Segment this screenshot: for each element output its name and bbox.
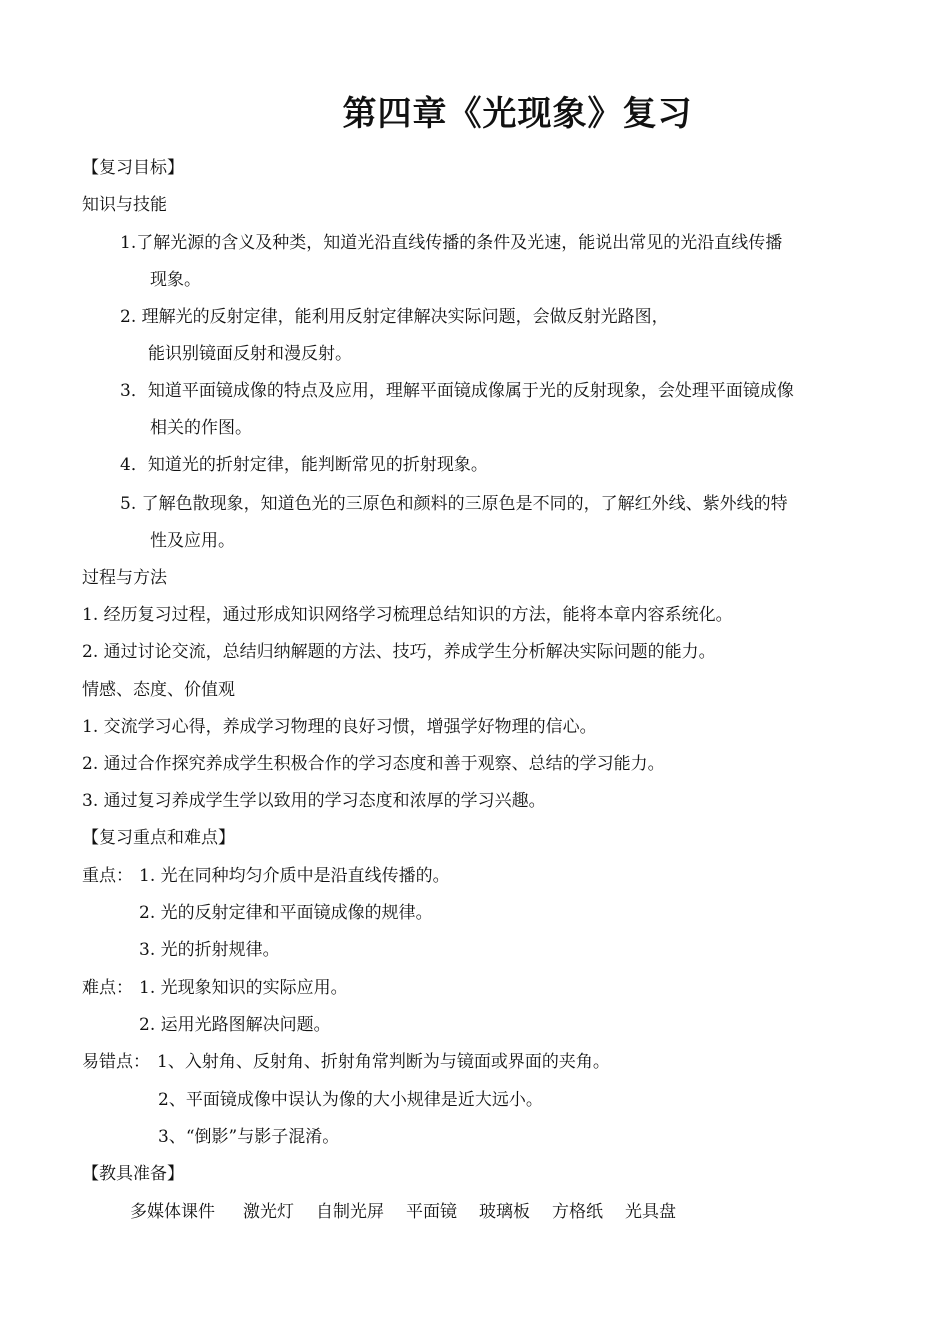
material-item: 平面镜 xyxy=(406,1202,457,1222)
material-item: 激光灯 xyxy=(243,1202,294,1222)
attitude-item-3: 3. 通过复习养成学生学以致用的学习态度和浓厚的学习兴趣。 xyxy=(82,791,546,811)
mistake-point-2: 2、平面镜成像中误认为像的大小规律是近大远小。 xyxy=(158,1090,543,1110)
knowledge-item-1: 1.了解光源的含义及种类，知道光沿直线传播的条件及光速，能说出常见的光沿直线传播 xyxy=(120,233,783,253)
knowledge-item-4: 4．知道光的折射定律，能判断常见的折射现象。 xyxy=(120,455,488,475)
knowledge-item-3-cont: 相关的作图。 xyxy=(150,418,252,438)
knowledge-item-5-cont: 性及应用。 xyxy=(150,531,235,551)
material-item: 玻璃板 xyxy=(479,1202,530,1222)
knowledge-item-2: 2. 理解光的反射定律，能利用反射定律解决实际问题，会做反射光路图， xyxy=(120,307,669,327)
mistake-point-3: 3、“倒影”与影子混淆。 xyxy=(158,1127,340,1147)
page-title: 第四章《光现象》复习 xyxy=(342,94,693,134)
key-point-1: 1. 光在同种均匀介质中是沿直线传播的。 xyxy=(139,866,450,886)
mistake-points-label: 易错点： xyxy=(82,1052,150,1072)
process-heading: 过程与方法 xyxy=(82,568,167,588)
process-item-1: 1. 经历复习过程，通过形成知识网络学习梳理总结知识的方法，能将本章内容系统化。 xyxy=(82,605,733,625)
difficult-point-1: 1. 光现象知识的实际应用。 xyxy=(139,978,348,998)
attitude-heading: 情感、态度、价值观 xyxy=(82,680,235,700)
knowledge-item-2-cont: 能识别镜面反射和漫反射。 xyxy=(148,344,352,364)
difficult-points-label: 难点： xyxy=(82,978,133,998)
process-item-2: 2. 通过讨论交流，总结归纳解题的方法、技巧，养成学生分析解决实际问题的能力。 xyxy=(82,642,716,662)
focus-heading: 【复习重点和难点】 xyxy=(82,828,235,848)
key-point-2: 2. 光的反射定律和平面镜成像的规律。 xyxy=(139,903,433,923)
key-points-label: 重点： xyxy=(82,866,133,886)
difficult-point-2: 2. 运用光路图解决问题。 xyxy=(139,1015,331,1035)
key-point-3: 3. 光的折射规律。 xyxy=(139,940,280,960)
attitude-item-1: 1. 交流学习心得，养成学习物理的良好习惯，增强学好物理的信心。 xyxy=(82,717,597,737)
material-item: 方格纸 xyxy=(552,1202,603,1222)
materials-heading: 【教具准备】 xyxy=(82,1164,184,1184)
materials-list xyxy=(130,1201,698,1223)
material-item: 自制光屏 xyxy=(316,1202,384,1222)
knowledge-item-5: 5. 了解色散现象，知道色光的三原色和颜料的三原色是不同的，了解红外线、紫外线的特 xyxy=(120,494,788,514)
attitude-item-2: 2. 通过合作探究养成学生积极合作的学习态度和善于观察、总结的学习能力。 xyxy=(82,754,665,774)
material-item: 多媒体课件 xyxy=(130,1202,215,1222)
knowledge-heading: 知识与技能 xyxy=(82,195,167,215)
mistake-point-1: 1、入射角、反射角、折射角常判断为与镜面或界面的夹角。 xyxy=(157,1052,610,1072)
goals-heading: 【复习目标】 xyxy=(82,158,184,178)
knowledge-item-3: 3．知道平面镜成像的特点及应用，理解平面镜成像属于光的反射现象，会处理平面镜成像 xyxy=(120,381,794,401)
material-item: 光具盘 xyxy=(625,1202,676,1222)
knowledge-item-1-cont: 现象。 xyxy=(150,270,201,290)
